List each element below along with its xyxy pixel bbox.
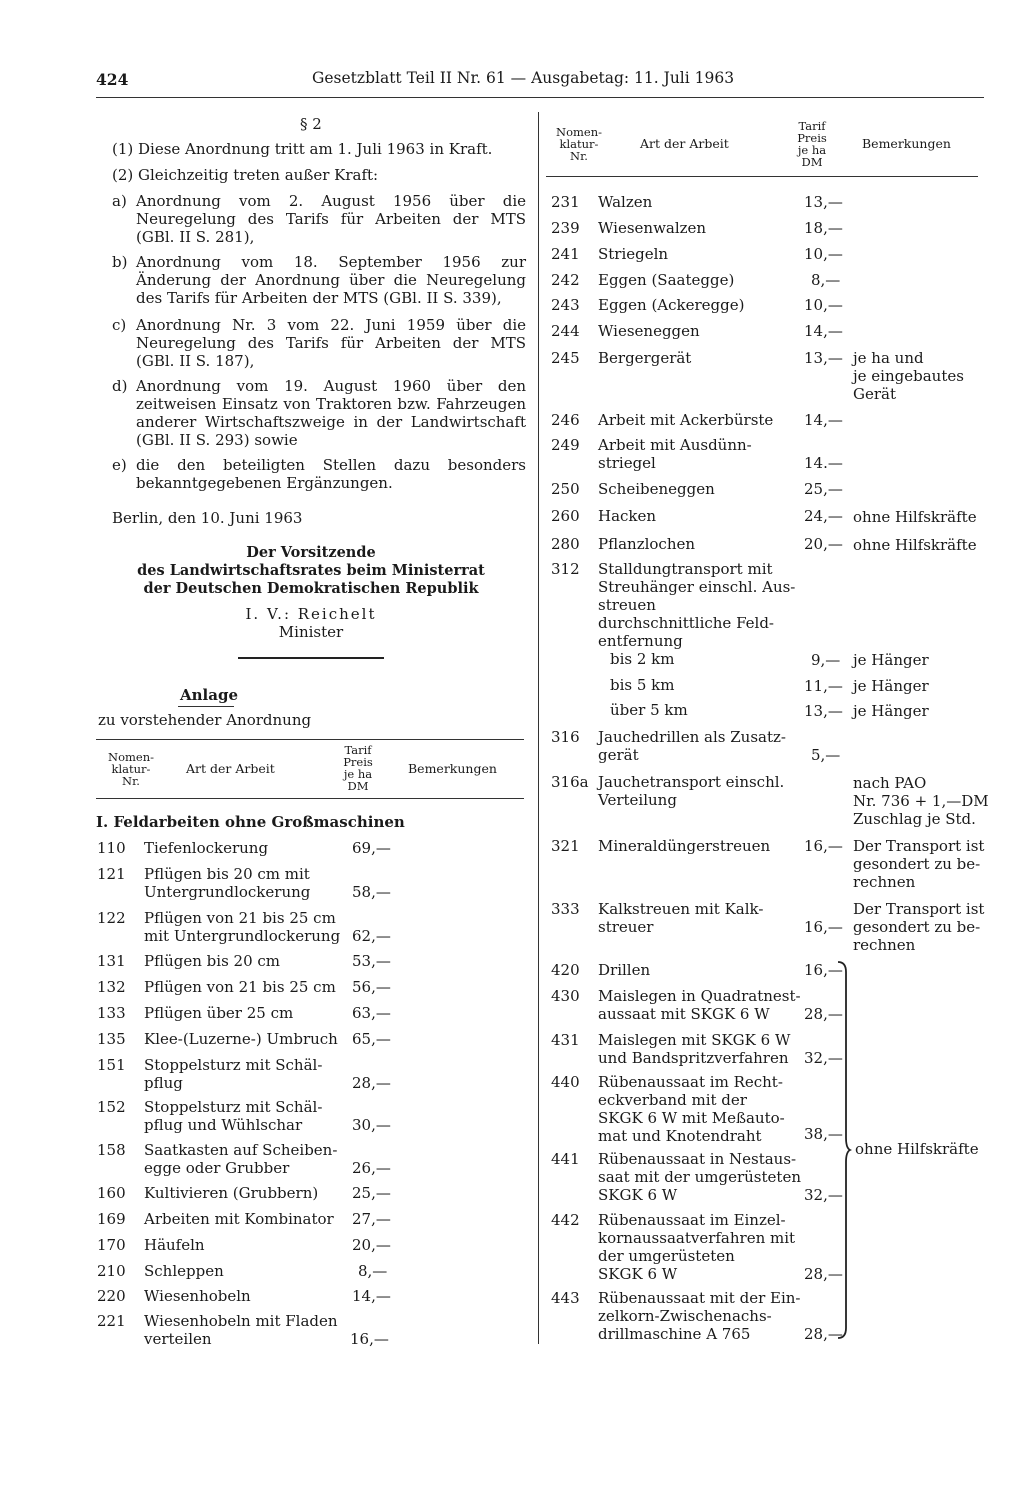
row-nr: 316a — [551, 773, 589, 791]
row-art: Pflügen über 25 cm — [144, 1004, 294, 1022]
row-preis: 28,— — [804, 1265, 843, 1283]
row-art: Striegeln — [598, 245, 669, 263]
place-date: Berlin, den 10. Juni 1963 — [112, 509, 303, 527]
page-header-title: Gesetzblatt Teil II Nr. 61 — Ausgabetag: 11. Juli 1963 — [312, 69, 735, 87]
row-preis: 18,— — [804, 219, 843, 237]
row-art: Pflügen von 21 bis 25 cm — [144, 978, 336, 996]
row-art: über 5 km — [610, 701, 688, 719]
row-preis: 14,— — [352, 1287, 391, 1305]
row-art: Jauchetransport einschl. Verteilung — [598, 773, 785, 809]
row-art: bis 2 km — [610, 650, 675, 668]
row-preis: 38,— — [804, 1125, 843, 1143]
row-preis: 28,— — [804, 1325, 843, 1343]
row-art: Rübenaussaat mit der Ein- zelkorn-Zwischenachs- drillmaschine A 765 — [598, 1289, 801, 1343]
row-art: Walzen — [598, 193, 653, 211]
row-preis: 24,— — [804, 507, 843, 525]
row-nr: 241 — [551, 245, 580, 263]
row-nr: 260 — [551, 507, 580, 525]
list-item-label: d) — [112, 377, 128, 395]
row-preis: 10,— — [804, 245, 843, 263]
row-bemerkung: je ha und je eingebautes Gerät — [853, 349, 964, 403]
row-art: Klee-(Luzerne-) Umbruch — [144, 1030, 338, 1048]
row-art: Arbeit mit Ausdünn- striegel — [598, 436, 752, 472]
column-header-nomenklatur: Nomen- klatur- Nr. — [556, 125, 602, 163]
row-art: Pflügen bis 20 cm — [144, 952, 281, 970]
signature-line-4: I. V.: Reichelt — [245, 605, 377, 623]
row-preis: 53,— — [352, 952, 391, 970]
signature-rule — [238, 657, 384, 659]
row-nr: 122 — [97, 909, 126, 927]
row-art: Pflanzlochen — [598, 535, 696, 553]
row-nr: 132 — [97, 978, 126, 996]
row-nr: 443 — [551, 1289, 580, 1307]
row-nr: 169 — [97, 1210, 126, 1228]
row-preis: 25,— — [352, 1184, 391, 1202]
row-nr: 110 — [97, 839, 126, 857]
table-top-rule — [96, 739, 524, 740]
row-nr: 442 — [551, 1211, 580, 1229]
row-preis: 20,— — [804, 535, 843, 553]
row-art: Wiesenwalzen — [598, 219, 707, 237]
row-nr: 210 — [97, 1262, 126, 1280]
row-art: Tiefenlockerung — [144, 839, 269, 857]
row-art: Rübenaussaat im Einzel- kornaussaatverfahren mit der umgerüsteten SKGK 6 W — [598, 1211, 796, 1283]
row-nr: 430 — [551, 987, 580, 1005]
column-header-tarif: Tarif Preis je ha DM — [797, 119, 827, 169]
row-bemerkung: ohne Hilfskräfte — [853, 508, 977, 526]
list-item-text: Anordnung vom 19. August 1960 über den zeitweisen Einsatz von Traktoren bzw. Fahrzeugen anderer Wirtschaftszweige in der Landwirtschaft (GBl. II S. 293) sowie — [136, 377, 526, 449]
row-nr: 231 — [551, 193, 580, 211]
row-nr: 221 — [97, 1312, 126, 1330]
row-preis: 14,— — [804, 322, 843, 340]
row-preis: 32,— — [804, 1186, 843, 1204]
row-art: Jauchedrillen als Zusatz- gerät — [598, 728, 786, 764]
row-preis: 8,— — [811, 271, 841, 289]
row-nr: 152 — [97, 1098, 126, 1116]
row-preis: 16,— — [804, 961, 843, 979]
row-art: Wiesenhobeln mit Fladen verteilen — [144, 1312, 338, 1348]
header-rule — [96, 97, 984, 98]
row-bemerkung: ohne Hilfskräfte — [853, 536, 977, 554]
row-art: Eggen (Saategge) — [598, 271, 735, 289]
row-preis: 62,— — [352, 927, 391, 945]
row-preis: 63,— — [352, 1004, 391, 1022]
row-art: Schleppen — [144, 1262, 224, 1280]
row-nr: 312 — [551, 560, 580, 578]
group-remark: ohne Hilfskräfte — [855, 1140, 979, 1158]
row-preis: 13,— — [804, 702, 843, 720]
row-art: Kultivieren (Grubbern) — [144, 1184, 319, 1202]
row-nr: 243 — [551, 296, 580, 314]
list-item-label: e) — [112, 456, 127, 474]
row-nr: 246 — [551, 411, 580, 429]
row-preis: 16,— — [804, 837, 843, 855]
row-art: Stoppelsturz mit Schäl- pflug — [144, 1056, 323, 1092]
row-preis: 58,— — [352, 883, 391, 901]
row-art: Maislegen mit SKGK 6 W und Bandspritzverfahren — [598, 1031, 791, 1067]
row-preis: 56,— — [352, 978, 391, 996]
row-nr: 160 — [97, 1184, 126, 1202]
row-nr: 220 — [97, 1287, 126, 1305]
row-preis: 13,— — [804, 349, 843, 367]
column-header-bemerkungen: Bemerkungen — [408, 761, 497, 776]
row-bemerkung: je Hänger — [853, 651, 929, 669]
anlage-underline — [178, 706, 234, 707]
table-header-rule — [546, 176, 978, 177]
signature-line-3: der Deutschen Demokratischen Republik — [143, 580, 479, 597]
anlage-title: Anlage — [180, 686, 238, 704]
row-preis: 14.— — [804, 454, 843, 472]
anlage-subtitle: zu vorstehender Anordnung — [98, 711, 312, 729]
row-bemerkung: Der Transport ist gesondert zu be- rechnen — [853, 900, 985, 954]
row-nr: 316 — [551, 728, 580, 746]
row-preis: 16,— — [350, 1330, 389, 1348]
row-preis: 30,— — [352, 1116, 391, 1134]
row-nr: 131 — [97, 952, 126, 970]
column-header-bemerkungen: Bemerkungen — [862, 136, 951, 151]
row-art: Rübenaussaat im Recht- eckverband mit der SKGK 6 W mit Meßauto- mat und Knotendraht — [598, 1073, 785, 1145]
row-bemerkung: nach PAO Nr. 736 + 1,—DM Zuschlag je Std. — [853, 774, 989, 828]
row-art: Eggen (Ackeregge) — [598, 296, 745, 314]
row-nr: 151 — [97, 1056, 126, 1074]
column-header-art: Art der Arbeit — [640, 136, 729, 151]
row-preis: 9,— — [811, 651, 841, 669]
row-preis: 14,— — [804, 411, 843, 429]
row-nr: 245 — [551, 349, 580, 367]
signature-line-2: des Landwirtschaftsrates beim Ministerrat — [137, 562, 485, 579]
list-item-label: a) — [112, 192, 127, 210]
row-nr: 249 — [551, 436, 580, 454]
section-title: I. Feldarbeiten ohne Großmaschinen — [96, 813, 405, 831]
row-bemerkung: je Hänger — [853, 677, 929, 695]
row-preis: 10,— — [804, 296, 843, 314]
table-header-rule — [96, 798, 524, 799]
row-nr: 239 — [551, 219, 580, 237]
row-art: Bergergerät — [598, 349, 692, 367]
paragraph-1: (1) Diese Anordnung tritt am 1. Juli 1963 in Kraft. — [112, 140, 493, 158]
row-preis: 69,— — [352, 839, 391, 857]
list-item-text: Anordnung vom 18. September 1956 zur Änderung der Anordnung über die Neuregelung des Tarifs für Arbeiten der MTS (GBl. II S. 339), — [136, 253, 526, 307]
row-art: Arbeiten mit Kombinator — [144, 1210, 334, 1228]
row-bemerkung: Der Transport ist gesondert zu be- rechnen — [853, 837, 985, 891]
column-divider — [538, 112, 539, 1344]
row-nr: 420 — [551, 961, 580, 979]
row-art: Mineraldüngerstreuen — [598, 837, 771, 855]
row-preis: 27,— — [352, 1210, 391, 1228]
row-nr: 121 — [97, 865, 126, 883]
row-preis: 28,— — [804, 1005, 843, 1023]
row-art: Wiesenhobeln — [144, 1287, 251, 1305]
row-nr: 333 — [551, 900, 580, 918]
signature-line-1: Der Vorsitzende — [246, 544, 376, 561]
row-art: Häufeln — [144, 1236, 205, 1254]
row-nr: 250 — [551, 480, 580, 498]
row-nr: 321 — [551, 837, 580, 855]
row-nr: 242 — [551, 271, 580, 289]
row-preis: 11,— — [804, 677, 843, 695]
row-art: Hacken — [598, 507, 657, 525]
row-art: Rübenaussaat in Nestaus- saat mit der umgerüsteten SKGK 6 W — [598, 1150, 801, 1204]
list-item-text: Anordnung vom 2. August 1956 über die Neuregelung des Tarifs für Arbeiten der MTS (GBl. II S. 281), — [136, 192, 526, 246]
row-art: Saatkasten auf Scheiben- egge oder Grubber — [144, 1141, 338, 1177]
row-preis: 20,— — [352, 1236, 391, 1254]
row-nr: 440 — [551, 1073, 580, 1091]
list-item-label: b) — [112, 253, 128, 271]
section-heading: § 2 — [300, 115, 322, 133]
row-nr: 158 — [97, 1141, 126, 1159]
row-art: bis 5 km — [610, 676, 675, 694]
row-art: Pflügen bis 20 cm mit Untergrundlockerung — [144, 865, 311, 901]
row-preis: 8,— — [358, 1262, 388, 1280]
row-art: Kalkstreuen mit Kalk- streuer — [598, 900, 764, 936]
row-nr: 431 — [551, 1031, 580, 1049]
column-header-tarif: Tarif Preis je ha DM — [343, 743, 373, 793]
row-nr: 280 — [551, 535, 580, 553]
row-art: Drillen — [598, 961, 651, 979]
row-preis: 65,— — [352, 1030, 391, 1048]
column-header-nomenklatur: Nomen- klatur- Nr. — [108, 750, 154, 788]
list-item-text: die den beteiligten Stellen dazu besonders bekanntgegebenen Ergänzungen. — [136, 456, 526, 492]
row-preis: 28,— — [352, 1074, 391, 1092]
row-art: Pflügen von 21 bis 25 cm mit Untergrundlockerung — [144, 909, 341, 945]
row-nr: 133 — [97, 1004, 126, 1022]
page-number: 424 — [96, 70, 129, 89]
row-art: Wieseneggen — [598, 322, 700, 340]
row-art: Stoppelsturz mit Schäl- pflug und Wühlschar — [144, 1098, 323, 1134]
row-preis: 32,— — [804, 1049, 843, 1067]
row-bemerkung: je Hänger — [853, 702, 929, 720]
list-item-label: c) — [112, 316, 127, 334]
row-art: Stalldungtransport mit Streuhänger einschl. Aus- streuen durchschnittliche Feld- entfernung — [598, 560, 796, 650]
list-item-text: Anordnung Nr. 3 vom 22. Juni 1959 über die Neuregelung des Tarifs für Arbeiten der MTS (GBl. II S. 187), — [136, 316, 526, 370]
row-art: Scheibeneggen — [598, 480, 715, 498]
row-preis: 25,— — [804, 480, 843, 498]
row-preis: 13,— — [804, 193, 843, 211]
paragraph-2: (2) Gleichzeitig treten außer Kraft: — [112, 166, 379, 184]
row-art: Maislegen in Quadratnest- aussaat mit SKGK 6 W — [598, 987, 801, 1023]
row-preis: 26,— — [352, 1159, 391, 1177]
row-preis: 5,— — [811, 746, 841, 764]
signature-line-5: Minister — [278, 623, 344, 641]
row-nr: 244 — [551, 322, 580, 340]
group-brace — [836, 960, 852, 1342]
row-preis: 16,— — [804, 918, 843, 936]
row-art: Arbeit mit Ackerbürste — [598, 411, 774, 429]
row-nr: 135 — [97, 1030, 126, 1048]
row-nr: 441 — [551, 1150, 580, 1168]
row-nr: 170 — [97, 1236, 126, 1254]
column-header-art: Art der Arbeit — [186, 761, 275, 776]
